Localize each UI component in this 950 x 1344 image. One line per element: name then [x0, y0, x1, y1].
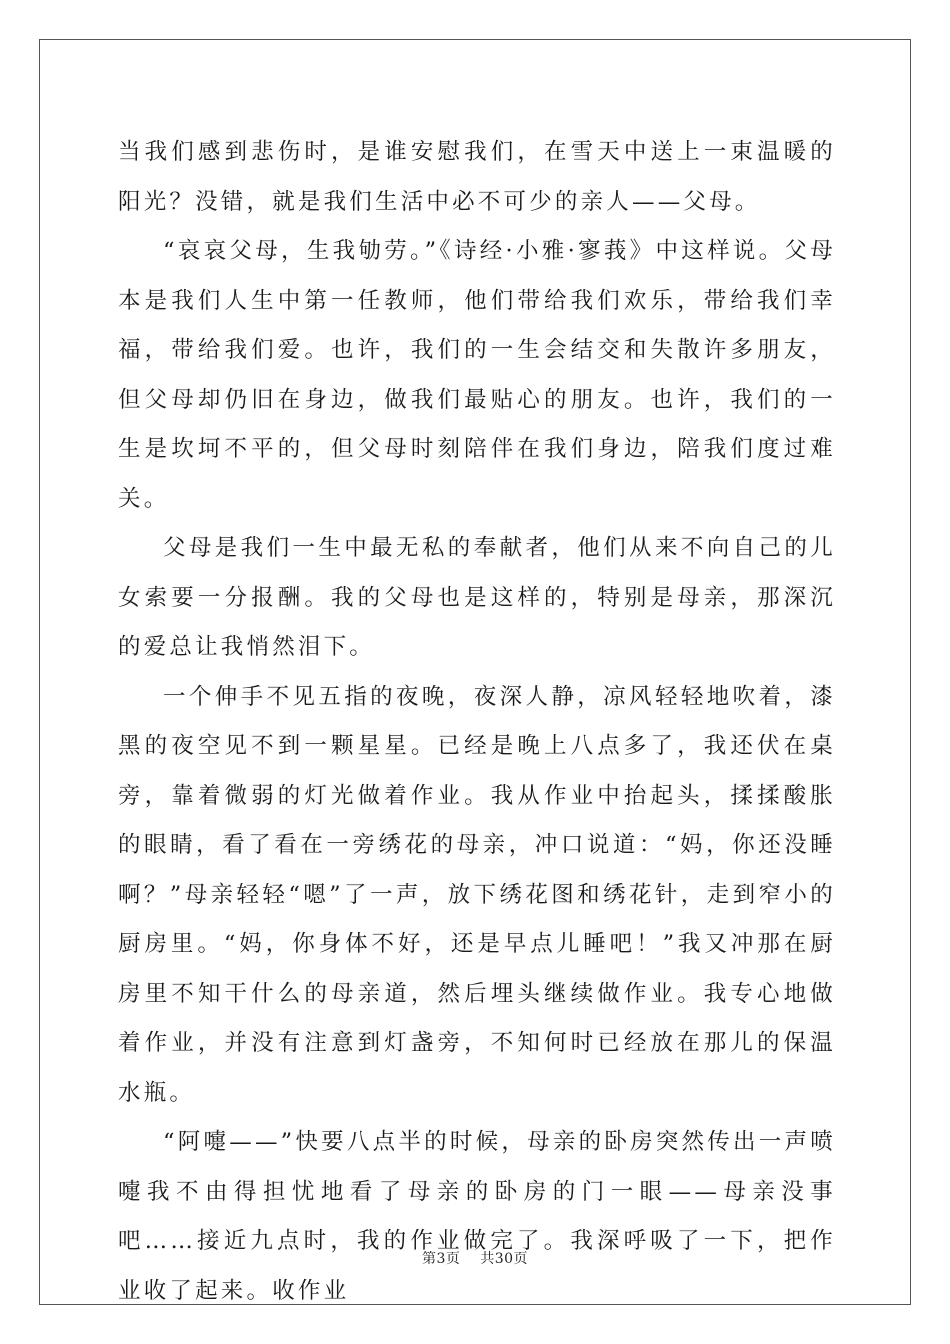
page-total: 共30页	[480, 1251, 529, 1267]
page-number: 第3页	[421, 1251, 461, 1267]
paragraph-1: 当我们感到悲伤时，是谁安慰我们，在雪天中送上一束温暖的阳光？没错，就是我们生活中必不可少的亲人——父母。	[118, 139, 836, 215]
paragraph-2: “哀哀父母，生我劬劳。”《诗经·小雅·寥莪》中这样说。父母本是我们人生中第一任教师，他们带给我们欢乐，带给我们幸福，带给我们爱。也许，我们的一生会结交和失散许多朋友，但父母却仍旧在身边，做我们最贴心的朋友。也许，我们的一生是坎坷不平的，但父母时刻陪伴在我们身边，陪我们度过难关。	[118, 238, 836, 512]
paragraph-5: “阿嚏——”快要八点半的时候，母亲的卧房突然传出一声喷嚏我不由得担忧地看了母亲的卧房的门一眼——母亲没事吧……接近九点时，我的作业做完了。我深呼吸了一下，把作业收了起来。收作业	[118, 1129, 836, 1304]
document-body	[118, 128, 836, 1316]
page-footer	[0, 1248, 950, 1268]
paragraph-4: 一个伸手不见五指的夜晚，夜深人静，凉风轻轻地吹着，漆黑的夜空见不到一颗星星。已经是晚上八点多了，我还伏在桌旁，靠着微弱的灯光做着作业。我从作业中抬起头，揉揉酸胀的眼睛，看了看在一旁绣花的母亲，冲口说道：“妈，你还没睡啊？”母亲轻轻“嗯”了一声，放下绣花图和绣花针，走到窄小的厨房里。“妈，你身体不好，还是早点儿睡吧！”我又冲那在厨房里不知干什么的母亲道，然后埋头继续做作业。我专心地做着作业，并没有注意到灯盏旁，不知何时已经放在那儿的保温水瓶。	[118, 683, 836, 1106]
paragraph-3: 父母是我们一生中最无私的奉献者，他们从来不向自己的儿女索要一分报酬。我的父母也是这样的，特别是母亲，那深沉的爱总让我悄然泪下。	[118, 535, 836, 660]
